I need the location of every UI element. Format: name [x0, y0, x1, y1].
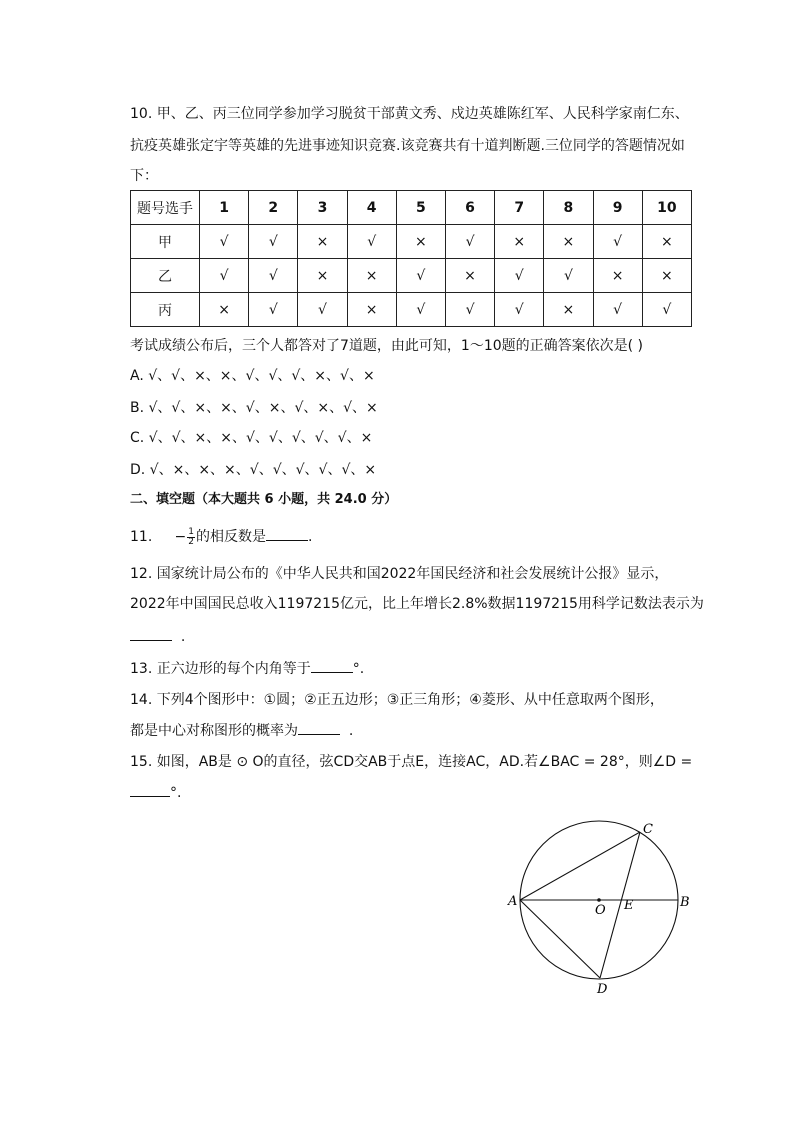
table-row	[131, 225, 692, 259]
circle-diagram	[500, 815, 700, 1000]
q10-line2: 抗疫英雄张定宇等英雄的先进事迹知识竞赛.该竞赛共有十道判断题.三位同学的答题情况如	[130, 138, 685, 154]
label-e: E	[624, 898, 634, 913]
q14-answer-blank	[298, 720, 340, 735]
label-c: C	[643, 822, 653, 837]
table-cell: ×	[298, 259, 347, 293]
table-cell: ×	[347, 293, 396, 327]
section-heading: 二、填空题（本大题共 6 小题，共 24.0 分）	[130, 492, 398, 507]
table-cell: 3	[298, 191, 347, 225]
q10-option-c: C. √、√、×、×、√、√、√、√、√、×	[130, 430, 373, 446]
chord-cd	[600, 832, 640, 978]
q14-end: .	[348, 723, 354, 739]
q15-answer-blank	[130, 782, 170, 797]
table-cell: 5	[396, 191, 445, 225]
table-cell: √	[396, 259, 445, 293]
table-cell: √	[249, 225, 298, 259]
q11-end: .	[308, 529, 313, 545]
table-cell: ×	[593, 259, 642, 293]
q15-line2	[130, 782, 181, 803]
table-cell: ×	[298, 225, 347, 259]
label-o: O	[595, 903, 606, 918]
q11-answer-blank	[266, 526, 308, 541]
label-b: B	[680, 895, 690, 910]
q14-line2	[130, 720, 353, 741]
q11-number: 11.	[130, 529, 153, 545]
q13-end: °.	[352, 661, 365, 677]
table-cell: √	[200, 259, 249, 293]
table-cell: √	[593, 225, 642, 259]
table-cell: ×	[642, 259, 691, 293]
table-cell: 甲	[131, 225, 200, 259]
table-cell: √	[445, 293, 494, 327]
table-cell: 7	[495, 191, 544, 225]
q12-end: .	[180, 629, 186, 645]
chord-ad	[520, 900, 600, 978]
chord-ac	[520, 832, 640, 900]
q14-text: 都是中心对称图形的概率为	[130, 723, 298, 739]
table-cell: 乙	[131, 259, 200, 293]
table-cell: ×	[347, 259, 396, 293]
q11-minus: −	[174, 529, 187, 545]
table-header-row	[131, 191, 692, 225]
fraction-denominator: 2	[188, 536, 194, 547]
table-cell: 4	[347, 191, 396, 225]
table-cell: √	[249, 259, 298, 293]
fraction-numerator: 1	[188, 526, 194, 537]
q11-fraction	[187, 528, 195, 547]
table-cell: ×	[396, 225, 445, 259]
table-cell: 1	[200, 191, 249, 225]
table-cell: √	[495, 293, 544, 327]
table-cell: 9	[593, 191, 642, 225]
table-cell: ×	[642, 225, 691, 259]
center-point	[597, 898, 601, 902]
table-cell: √	[396, 293, 445, 327]
table-cell: 题号选手	[131, 191, 200, 225]
table-cell: √	[593, 293, 642, 327]
q10-line3: 下：	[130, 168, 158, 184]
q11-text: 的相反数是	[196, 529, 266, 545]
q11-line	[130, 526, 312, 547]
q14-line1: 14. 下列4个图形中：①圆；②正五边形；③正三角形；④菱形、从中任意取两个图形，	[130, 692, 664, 708]
q13-text: 13. 正六边形的每个内角等于	[130, 661, 311, 677]
table-cell: √	[200, 225, 249, 259]
table-cell: √	[544, 259, 593, 293]
q12-line3	[130, 626, 185, 647]
q10-option-b: B. √、√、×、×、√、×、√、×、√、×	[130, 400, 378, 416]
q10-option-d: D. √、×、×、×、√、√、√、√、√、×	[130, 462, 377, 478]
table-cell: ×	[200, 293, 249, 327]
label-a: A	[508, 894, 518, 909]
table-cell: 10	[642, 191, 691, 225]
q13-line	[130, 658, 364, 679]
q10-after-text: 考试成绩公布后，三个人都答对了7道题，由此可知，1～10题的正确答案依次是( )	[130, 338, 644, 354]
table-cell: √	[495, 259, 544, 293]
label-d: D	[597, 982, 608, 997]
table-cell: √	[445, 225, 494, 259]
table-cell: ×	[544, 293, 593, 327]
table-cell: ×	[445, 259, 494, 293]
table-cell: ×	[495, 225, 544, 259]
table-cell: 8	[544, 191, 593, 225]
table-cell: √	[249, 293, 298, 327]
table-cell: √	[642, 293, 691, 327]
q10-line1: 10. 甲、乙、丙三位同学参加学习脱贫干部黄文秀、戍边英雄陈红军、人民科学家南仁东、	[130, 106, 689, 122]
table-cell: 2	[249, 191, 298, 225]
q13-answer-blank	[311, 658, 353, 673]
table-cell: 6	[445, 191, 494, 225]
answer-table	[130, 190, 692, 327]
q12-answer-blank	[130, 626, 172, 641]
q12-line1: 12. 国家统计局公布的《中华人民共和国2022年国民经济和社会发展统计公报》显示，	[130, 566, 669, 582]
table-cell: 丙	[131, 293, 200, 327]
q15-end: °.	[170, 785, 182, 801]
table-row	[131, 293, 692, 327]
table-cell: √	[347, 225, 396, 259]
q12-line2: 2022年中国国民总收入1197215亿元，比上年增长2.8%数据1197215用科学记数法表示为	[130, 596, 704, 612]
table-cell: √	[298, 293, 347, 327]
q15-line1: 15. 如图，AB是 ⊙ O的直径，弦CD交AB于点E，连接AC，AD.若∠BAC = 28°，则∠D =	[130, 754, 693, 770]
q10-option-a: A. √、√、×、×、√、√、√、×、√、×	[130, 368, 375, 384]
table-row	[131, 259, 692, 293]
table-cell: ×	[544, 225, 593, 259]
